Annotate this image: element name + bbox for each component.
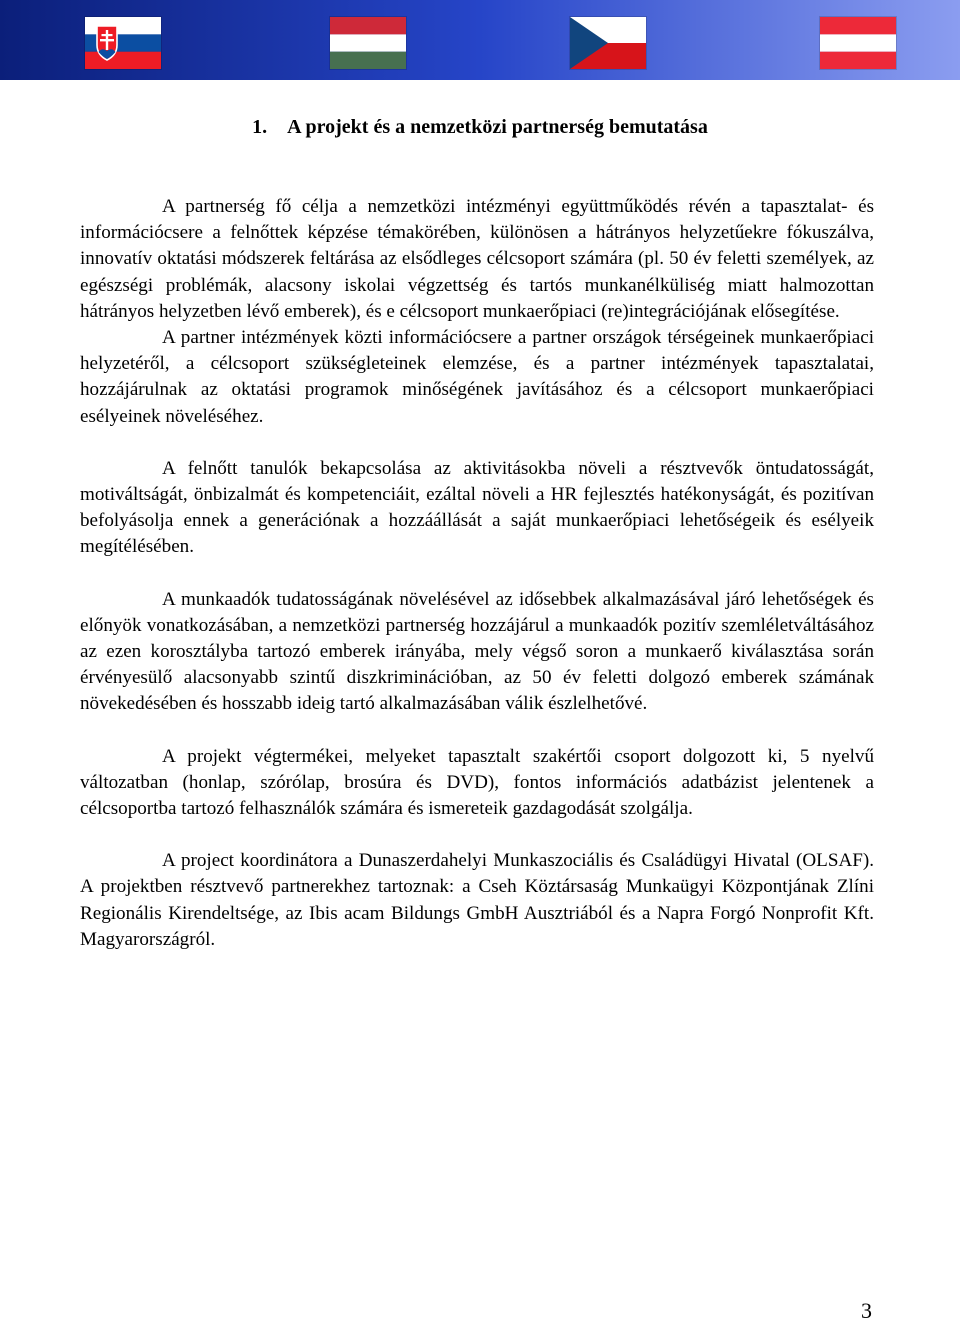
czech-flag-icon — [570, 17, 646, 69]
paragraph-end-products: A projekt végtermékei, melyeket tapasztalt szakértői csoport dolgozott ki, 5 nyelvű változatban (honlap, szórólap, brosúra és DVD), fontos információs adatbázist jelentenek a célcsoportba tartozó felhasználók számára és ismereteik gazdagodását szolgálja. — [80, 745, 874, 820]
austria-flag-icon — [820, 17, 896, 69]
document-body — [80, 194, 874, 953]
hungary-flag-icon — [330, 17, 406, 69]
page-number: 3 — [861, 1298, 872, 1323]
slovakia-flag-icon — [85, 17, 161, 69]
header-banner — [0, 0, 960, 80]
section-title — [0, 116, 960, 139]
section-number: 1. — [252, 116, 268, 138]
section-title-text: A projekt és a nemzetközi partnerség bemutatása — [287, 116, 708, 138]
paragraph-goal: A partnerség fő célja a nemzetközi intézményi együttműködés révén a tapasztalat- és információcsere a felnőttek képzése témakörében, különösen a hátrányos helyzetűekre fókuszálva, innovatív oktatási módszerek feltárása az elsődleges célcsoport számára (pl. 50 év feletti személyek, az egészségi problémák, alacsony iskolai végzettség és tartós munkanélküliség miatt halmozottan hátrányos helyzetben lévő emberek), és e célcsoport munkaerőpiaci (re)integrációjának elősegítése. — [80, 196, 874, 322]
paragraph-employers: A munkaadók tudatosságának növelésével az idősebbek alkalmazásával járó lehetőségek és előnyök vonatkozásában, a nemzetközi partnerség hozzájárul a munkaadók pozitív szemléletváltásához az ezen korosztályba tartozó emberek irányába, mely végső soron a munkaerő kiválasztása során érvényesülő alacsonyabb szintű diszkriminációban, az 50 év feletti dolgozó emberek számának növekedésében és hosszabb ideig tartó alkalmazásában válik észlelhetővé. — [80, 588, 874, 715]
paragraph-information-exchange: A partner intézmények közti információcsere a partner országok térségeinek munkaerőpiaci helyzetéről, a célcsoport szükségleteinek elemzése, és a partner intézmények tapasztalatai, hozzájárulnak az oktatási programok minőségének javításához és a célcsoport munkaerőpiaci esélyeinek növeléséhez. — [80, 327, 874, 427]
paragraph-coordinator: A project koordinátora a Dunaszerdahelyi Munkaszociális és Családügyi Hivatal (OLSAF). A projektben résztvevő partnerekhez tartoznak: a Cseh Köztársaság Munkaügyi Központjának Zlíni Regionális Kirendeltsége, az Ibis acam Bildungs GmbH Ausztriából és a Napra Forgó Nonprofit Kft. Magyarországról. — [80, 850, 874, 950]
paragraph-adult-learners: A felnőtt tanulók bekapcsolása az aktivitásokba növeli a résztvevők öntudatosságát, motiváltságát, önbizalmát és kompetenciáit, ezáltal növeli a HR fejlesztés hatékonyságát, és pozitívan befolyásolja ennek a generációnak a hozzáállását a saját munkaerőpiaci lehetőségeik és esélyeik megítélésében. — [80, 457, 874, 558]
